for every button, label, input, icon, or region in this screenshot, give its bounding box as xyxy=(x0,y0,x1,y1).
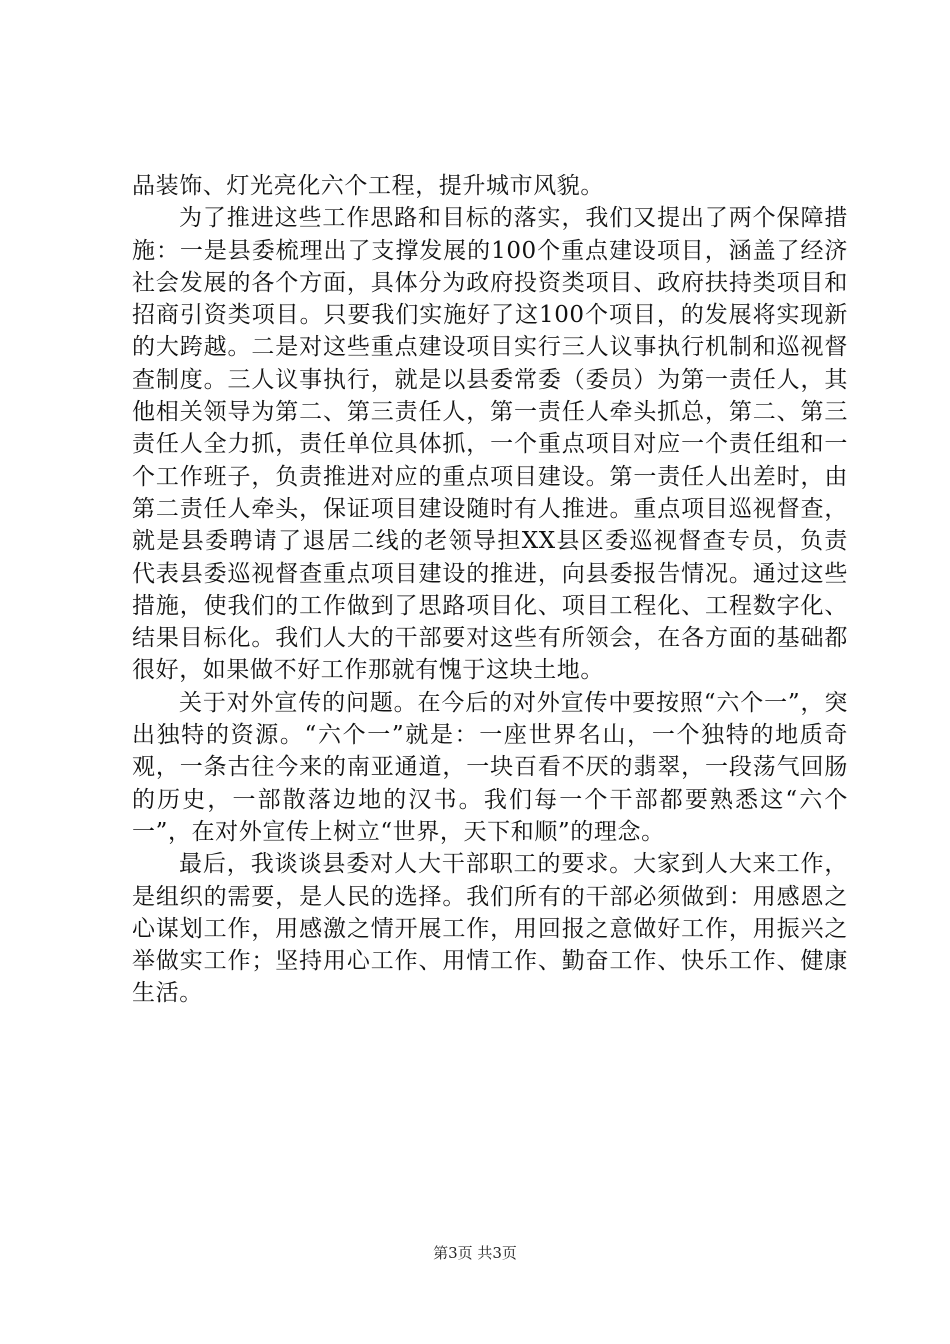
paragraph-guarantee-measures: 为了推进这些工作思路和目标的落实，我们又提出了两个保障措施：一是县委梳理出了支撑发展的100个重点建设项目，涵盖了经济社会发展的各个方面，具体分为政府投资类项目、政府扶持类项目和招商引资类项目。只要我们实施好了这100个项目，的发展将实现新的大跨越。二是对这些重点建设项目实行三人议事执行机制和巡视督查制度。三人议事执行，就是以县委常委（委员）为第一责任人，其他相关领导为第二、第三责任人，第一责任人牵头抓总，第二、第三责任人全力抓，责任单位具体抓，一个重点项目对应一个责任组和一个工作班子，负责推进对应的重点项目建设。第一责任人出差时，由第二责任人牵头，保证项目建设随时有人推进。重点项目巡视督查，就是县委聘请了退居二线的老领导担XX县区委巡视督查专员，负责代表县委巡视督查重点项目建设的推进，向县委报告情况。通过这些措施，使我们的工作做到了思路项目化、项目工程化、工程数字化、结果目标化。我们人大的干部要对这些有所领会，在各方面的基础都很好，如果做不好工作那就有愧于这块土地。 xyxy=(132,205,848,684)
paragraph-continuation: 品装饰、灯光亮化六个工程，提升城市风貌。 xyxy=(132,173,604,199)
paragraph-staff-requirements: 最后，我谈谈县委对人大干部职工的要求。大家到人大来工作，是组织的需要，是人民的选择。我们所有的干部必须做到：用感恩之心谋划工作，用感激之情开展工作，用回报之意做好工作，用振兴之举做实工作；坚持用心工作、用情工作、勤奋工作、快乐工作、健康生活。 xyxy=(132,851,848,1007)
document-body xyxy=(132,170,848,1010)
page-number-footer: 第3页 共3页 xyxy=(433,1244,517,1262)
paragraph-external-publicity: 关于对外宣传的问题。在今后的对外宣传中要按照“六个一”，突出独特的资源。“六个一”就是：一座世界名山，一个独特的地质奇观，一条古往今来的南亚通道，一块百看不厌的翡翠，一段荡气回肠的历史，一部散落边地的汉书。我们每一个干部都要熟悉这“六个一”，在对外宣传上树立“世界，天下和顺”的理念。 xyxy=(132,689,848,845)
